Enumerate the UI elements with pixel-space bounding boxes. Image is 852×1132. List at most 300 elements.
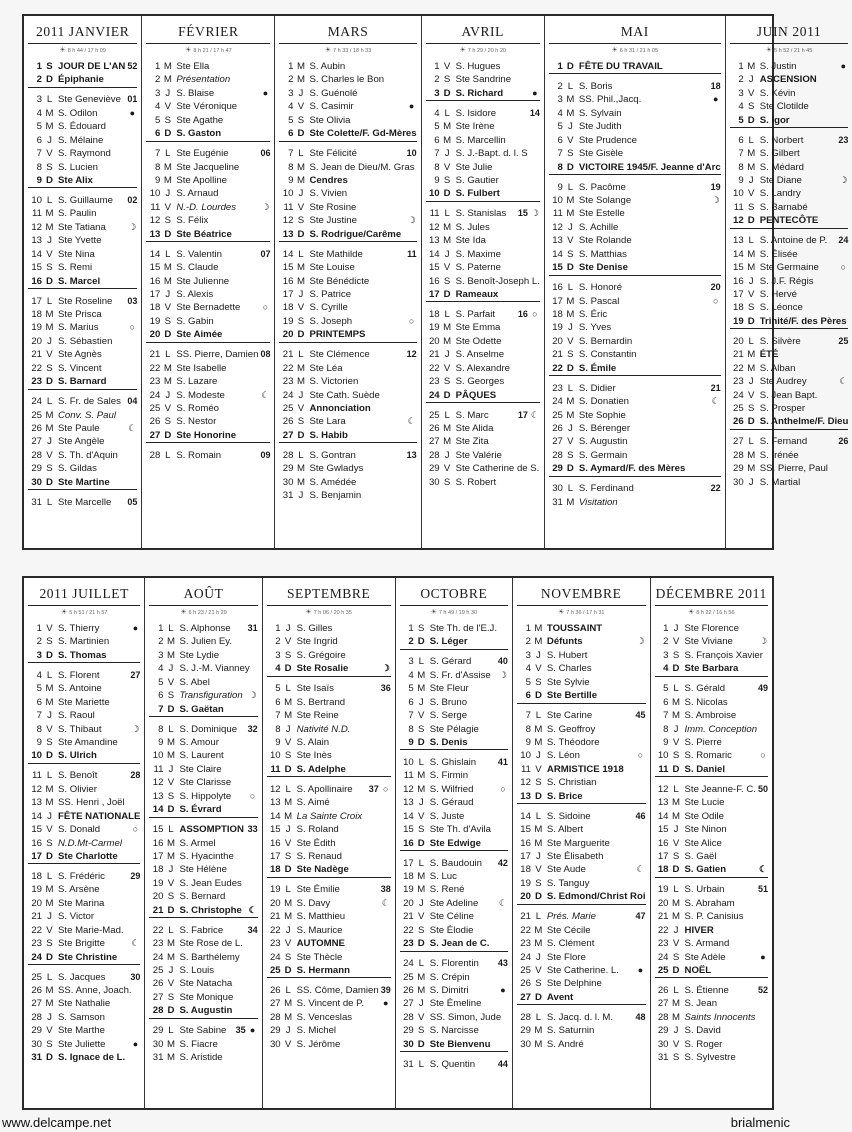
saint-name: S. Fiacre [179, 1038, 218, 1050]
weekday-letter: M [45, 897, 54, 909]
day-number: 14 [733, 248, 744, 260]
day-row [267, 662, 391, 675]
day-number: 7 [288, 148, 294, 160]
saint-name: S. Benoît [58, 770, 98, 782]
day-row [730, 348, 849, 361]
saint-name: S. Antoine [58, 683, 102, 695]
saint-name: S. Didier [578, 382, 616, 394]
day-number: 18 [403, 870, 414, 882]
day-row [400, 669, 508, 682]
day-number: 1 [408, 623, 414, 634]
saint-name: Ste Aude [546, 864, 586, 876]
day-row [517, 1011, 646, 1024]
saint-name: Ste Germaine [759, 262, 819, 274]
saint-name: N.-D. Lourdes [176, 201, 237, 213]
day-number: 13 [152, 790, 164, 802]
saint-name: S. Christophe [179, 904, 242, 916]
day-row [549, 120, 721, 133]
weekday-letter: M [45, 683, 54, 695]
weekday-letter: D [417, 1038, 425, 1050]
saint-name: Ste Lara [309, 416, 346, 428]
day-number: 9 [288, 175, 294, 186]
day-number: 7 [36, 710, 42, 722]
weekday-letter: S [284, 851, 292, 862]
saint-name: Annonciation [309, 403, 371, 414]
weekday-letter: M [296, 476, 305, 488]
day-number: 20 [149, 329, 161, 341]
moon-phase-icon: ☽ [248, 690, 257, 701]
weekday-letter: M [534, 824, 543, 836]
day-row [149, 924, 257, 937]
saint-name: S. Firmin [429, 770, 469, 782]
day-row [28, 951, 140, 964]
day-row [549, 335, 721, 348]
saint-name: S. Igor [759, 114, 790, 126]
weekday-letter: J [748, 275, 754, 287]
weekday-letter: M [747, 362, 756, 374]
day-number: 28 [428, 449, 440, 461]
weekday-letter: M [166, 649, 175, 661]
weekday-letter: M [163, 376, 172, 388]
day-row [28, 207, 137, 220]
saint-name: S. Achille [578, 221, 619, 233]
day-row [655, 951, 768, 964]
day-row [549, 362, 721, 375]
saint-name: Ste Claire [179, 763, 222, 775]
weekday-letter: S [747, 302, 755, 314]
day-number: 21 [428, 349, 440, 361]
saint-name: S. Barnard [58, 376, 107, 388]
day-number: 15 [657, 824, 669, 836]
day-row [267, 823, 391, 836]
sun-times [267, 608, 391, 616]
weekday-letter: V [297, 101, 305, 113]
weekday-letter: M [45, 208, 54, 220]
saint-name: S. Charles [546, 663, 592, 675]
saint-name: PRINTEMPS [309, 329, 366, 341]
day-number: 13 [31, 235, 42, 247]
saint-name: Ste Léa [309, 362, 343, 374]
day-row [279, 429, 416, 442]
week-number: 14 [529, 107, 540, 118]
weekday-letter: L [567, 483, 574, 495]
weekday-letter: V [167, 777, 175, 789]
weekday-letter: V [164, 302, 172, 314]
weekday-letter: J [298, 490, 304, 502]
saint-name: S. Ferdinand [578, 483, 634, 495]
day-row [149, 649, 257, 662]
watermark-left: www.delcampe.net [2, 1115, 112, 1130]
weekday-letter: M [747, 463, 756, 475]
day-number: 1 [525, 623, 531, 634]
saint-name: S. Dominique [179, 723, 238, 735]
saint-name: S. Jacques [58, 971, 106, 983]
weekday-letter: L [285, 783, 291, 795]
weekday-letter: M [566, 295, 575, 307]
saint-name: Ste Marina [58, 897, 105, 909]
saint-name: S. Florentin [429, 958, 479, 970]
day-row [730, 261, 849, 274]
saint-name: S. Landry [759, 188, 801, 200]
day-number: 19 [31, 322, 42, 334]
day-row [279, 489, 416, 502]
saint-name: S. Joseph [309, 315, 353, 327]
weekday-letter: J [47, 235, 52, 247]
day-number: 23 [31, 376, 42, 388]
day-row [549, 308, 721, 321]
weekday-letter: V [284, 938, 292, 950]
weekday-letter: L [748, 335, 754, 347]
day-number: 3 [663, 649, 669, 661]
weekday-letter: V [535, 965, 542, 976]
day-number: 21 [152, 904, 164, 916]
day-row [400, 971, 508, 984]
day-number: 2 [154, 74, 161, 86]
day-row [426, 87, 540, 100]
day-number: 20 [269, 897, 281, 909]
saint-name: S. Édouard [58, 121, 107, 133]
weekday-letter: D [672, 864, 680, 876]
day-row [426, 288, 540, 301]
day-number: 20 [428, 335, 440, 347]
day-number: 5 [525, 676, 531, 688]
weekday-letter: V [46, 248, 53, 260]
weekday-letter: L [285, 984, 291, 996]
day-row [149, 703, 257, 716]
day-number: 26 [552, 422, 563, 434]
weekday-letter: M [534, 636, 543, 648]
day-row [28, 1024, 140, 1037]
day-number: 23 [552, 382, 563, 394]
saint-name: S. Hyacinthe [179, 851, 234, 862]
day-row [426, 449, 540, 462]
saint-name: Ste Alida [455, 422, 494, 434]
weekday-letter: D [566, 463, 574, 475]
saint-name: Ste Natacha [179, 978, 233, 990]
saint-name: Épiphanie [58, 74, 104, 86]
day-number: 31 [657, 1052, 669, 1064]
day-number: 10 [269, 750, 281, 762]
weekday-letter: V [46, 349, 53, 361]
saint-name: Ste Ninon [684, 824, 727, 836]
day-number: 4 [158, 663, 164, 675]
day-number: 28 [152, 1005, 164, 1017]
saint-name: S. Rodrigue/Carême [309, 228, 402, 240]
saint-name: Ste Mariette [58, 696, 110, 708]
day-row [517, 662, 646, 675]
week-number: 32 [247, 723, 258, 734]
day-row [28, 194, 137, 207]
day-number: 24 [152, 951, 164, 963]
day-number: 18 [282, 302, 294, 314]
weekday-letter: D [46, 275, 53, 287]
day-row [517, 749, 646, 762]
weekday-letter: L [535, 710, 542, 722]
saint-name: FÊTE DU TRAVAIL [578, 61, 663, 72]
day-number: 4 [434, 107, 440, 119]
day-number: 2 [557, 80, 563, 92]
day-row [28, 73, 137, 86]
day-number: 27 [149, 429, 161, 441]
day-number: 25 [657, 965, 669, 976]
saint-name: Ste Barbara [684, 663, 739, 675]
day-row [149, 803, 257, 816]
day-number: 4 [557, 107, 563, 119]
day-number: 17 [403, 857, 414, 869]
weekday-letter: M [45, 797, 54, 809]
day-number: 22 [149, 362, 161, 374]
day-number: 31 [282, 490, 294, 502]
saint-name: S. Clément [546, 938, 595, 950]
saint-name: Ste Cath. Suède [309, 389, 380, 401]
day-row [549, 422, 721, 435]
weekday-letter: J [165, 289, 171, 300]
day-number: 11 [429, 208, 440, 220]
day-number: 17 [31, 295, 42, 307]
day-row [28, 174, 137, 187]
day-row [730, 161, 849, 174]
day-number: 16 [520, 837, 531, 849]
saint-name: Ste Rosine [309, 201, 357, 213]
day-row [28, 1051, 140, 1064]
saint-name: Ste Marguerite [546, 837, 610, 849]
week-number: 09 [260, 449, 271, 460]
saint-name: S. J.-M. Vianney [179, 663, 250, 675]
saint-name: Prés. Marie [546, 911, 596, 923]
weekday-letter: M [166, 851, 175, 862]
saint-name: S. Fr. d'Assise [429, 669, 491, 681]
day-row [149, 676, 257, 689]
saint-name: Ste Adeline [429, 897, 479, 909]
day-number: 4 [408, 669, 414, 681]
day-row [730, 301, 849, 314]
moon-phase-icon: ☾ [407, 416, 416, 427]
weekday-letter: M [296, 74, 305, 86]
day-number: 2 [525, 636, 531, 648]
day-number: 14 [657, 810, 669, 822]
day-number: 19 [403, 884, 414, 896]
weekday-letter: V [167, 978, 175, 990]
weekday-letter: S [672, 649, 680, 661]
day-row [400, 696, 508, 709]
saint-name: S. Louis [179, 965, 215, 976]
day-number: 17 [282, 289, 294, 300]
day-row [28, 823, 140, 836]
saint-name: S. Modeste [176, 389, 225, 401]
weekday-letter: V [747, 289, 755, 300]
weekday-letter: J [444, 349, 450, 361]
weekday-letter: S [164, 114, 172, 126]
sun-icon: ☀ [611, 47, 618, 54]
day-row [146, 275, 270, 288]
day-row [279, 187, 416, 200]
saint-name: S. Paulin [58, 208, 97, 220]
day-row [730, 187, 849, 200]
day-number: 1 [158, 623, 164, 634]
saint-name: S. Amédée [309, 476, 357, 488]
weekday-letter: L [46, 295, 53, 307]
day-row [426, 375, 540, 388]
moon-phase-icon: ☽ [839, 175, 848, 185]
day-number: 24 [282, 389, 294, 401]
day-row [400, 837, 508, 850]
weekday-letter: M [45, 107, 54, 119]
weekday-letter: D [566, 362, 574, 374]
week-number: 41 [497, 756, 508, 767]
watermark-right: brialmenic [730, 1115, 790, 1130]
day-row [655, 837, 768, 850]
day-number: 15 [31, 824, 42, 836]
day-row [517, 790, 646, 803]
weekday-letter: S [167, 790, 175, 802]
saint-name: S. Martial [759, 476, 801, 488]
saint-name: S. Bernardin [578, 335, 633, 347]
day-row [279, 348, 416, 361]
weekday-letter: V [167, 877, 175, 889]
day-number: 28 [552, 449, 563, 461]
week-number: 37 [368, 783, 379, 794]
saint-name: S. Grégoire [296, 649, 346, 661]
day-row [279, 214, 416, 227]
day-row [279, 248, 416, 261]
saint-name: S. Robert [455, 476, 497, 488]
day-row [28, 308, 137, 321]
day-number: 10 [552, 194, 563, 206]
weekday-letter: D [46, 74, 53, 86]
saint-name: Ste Delphine [546, 978, 602, 990]
weekday-letter: M [417, 984, 426, 996]
weekday-letter: D [443, 188, 451, 200]
weekday-letter: M [296, 61, 305, 72]
weekday-letter: M [672, 998, 681, 1010]
weekday-letter: V [284, 1038, 292, 1050]
day-row [146, 174, 270, 187]
day-row [655, 937, 768, 950]
saint-name: Ste Bénédicte [309, 275, 370, 287]
day-number: 29 [152, 1025, 164, 1037]
day-row [28, 736, 140, 749]
day-row [267, 723, 391, 736]
day-number: 29 [31, 463, 42, 475]
day-number: 8 [525, 723, 531, 735]
weekday-letter: L [285, 884, 291, 896]
saint-name: Défunts [546, 636, 583, 648]
day-row [146, 201, 270, 214]
day-row [149, 622, 257, 635]
weekday-letter: M [747, 61, 756, 72]
month-column [145, 578, 262, 1108]
weekday-letter: V [46, 1025, 53, 1037]
sun-times-text: 7 h 29 / 20 h 20 [467, 48, 506, 54]
moon-phase-icon: ☾ [711, 396, 720, 407]
saint-name: SS. Simon, Jude [429, 1011, 502, 1023]
saint-name: S. Lucien [58, 161, 99, 173]
day-row [149, 1038, 257, 1051]
day-row [279, 462, 416, 475]
weekday-letter: M [45, 783, 54, 795]
weekday-letter: M [417, 770, 426, 782]
saint-name: S. Narcisse [429, 1025, 479, 1037]
saint-name: S. Donatien [578, 396, 630, 408]
moon-phase-icon: ☾ [636, 864, 645, 875]
weekday-letter: V [672, 636, 680, 648]
day-row [400, 769, 508, 782]
weekday-letter: J [444, 148, 450, 160]
moon-phase-icon: ☽ [530, 208, 539, 219]
saint-name: S. Thibaut [58, 723, 102, 735]
saint-name: S. Tanguy [546, 877, 590, 889]
weekday-letter: S [443, 74, 451, 86]
saint-name: Ste Denise [578, 262, 628, 274]
moon-phase-icon: ○ [132, 824, 139, 835]
day-number: 20 [282, 329, 294, 341]
day-number: 25 [152, 965, 164, 976]
day-row [517, 810, 646, 823]
day-row [517, 951, 646, 964]
saint-name: S. Hermann [296, 965, 350, 976]
day-number: 3 [275, 649, 281, 661]
weekday-letter: J [47, 436, 52, 448]
saint-name: S. Urbain [684, 884, 725, 896]
weekday-letter: V [443, 161, 451, 173]
weekday-letter: M [45, 409, 54, 421]
saint-name: Imm. Conception [684, 723, 758, 735]
weekday-letter: V [443, 463, 451, 475]
saint-name: S. Gérald [684, 683, 726, 695]
week-number: 49 [757, 683, 768, 694]
day-number: 15 [428, 262, 440, 274]
saint-name: S. Alban [759, 362, 796, 374]
weekday-letter: S [297, 315, 305, 327]
day-row [549, 60, 721, 73]
weekday-letter: D [443, 87, 451, 99]
day-number: 16 [149, 275, 161, 287]
day-row [28, 696, 140, 709]
weekday-letter: V [284, 636, 292, 648]
day-number: 23 [282, 376, 294, 388]
day-row [426, 248, 540, 261]
moon-phase-icon: ○ [500, 783, 506, 794]
day-number: 29 [403, 1025, 414, 1037]
weekday-letter: S [418, 623, 425, 634]
day-row [28, 462, 137, 475]
weekday-letter: J [444, 248, 450, 260]
day-number: 5 [434, 121, 440, 133]
saint-name: Ste Marie-Mad. [58, 924, 124, 936]
day-row [517, 763, 646, 776]
weekday-letter: M [566, 496, 575, 508]
saint-name: S. Amour [179, 737, 219, 748]
saint-name: ÉTÉ [759, 349, 779, 361]
day-row [426, 462, 540, 475]
saint-name: S. Kévin [759, 87, 796, 99]
weekday-letter: J [418, 696, 424, 708]
saint-name: S. Jean de C. [429, 938, 490, 950]
saint-name: S. Alexandre [455, 362, 511, 374]
day-row [279, 449, 416, 462]
day-row [549, 107, 721, 120]
day-row [730, 389, 849, 402]
day-row [426, 221, 540, 234]
saint-name: S. Barnabé [759, 201, 808, 213]
day-number: 30 [282, 476, 294, 488]
week-number: 16 [517, 308, 528, 319]
week-number: 15 [517, 208, 528, 219]
day-number: 7 [154, 148, 161, 160]
saint-name: S. Roland [296, 824, 339, 836]
day-number: 7 [434, 148, 440, 160]
day-row [279, 100, 416, 113]
